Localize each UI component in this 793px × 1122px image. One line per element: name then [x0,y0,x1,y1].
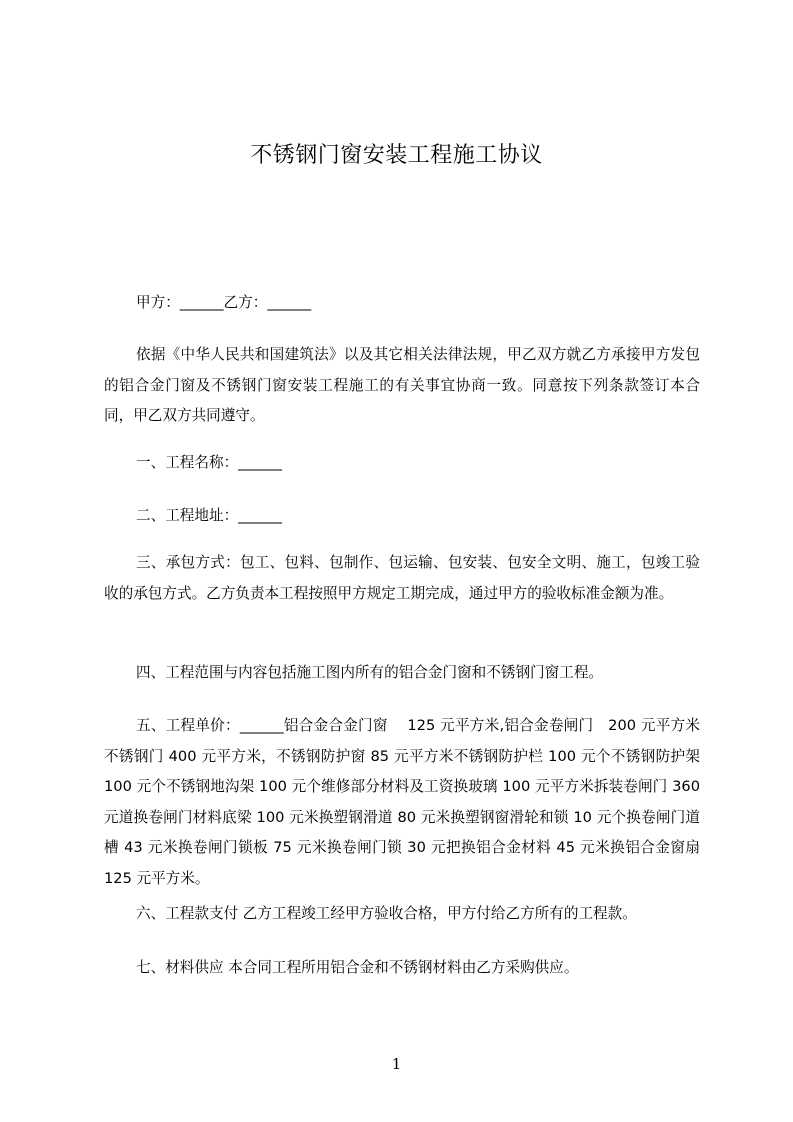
contract-mode-clause: 三、承包方式：包工、包料、包制作、包运输、包安装、包安全文明、施工，包竣工验收的承包方式。乙方负责本工程按照甲方规定工期完成，通过甲方的验收标准金额为准。 [104,554,700,602]
unit-price-clause: 五、工程单价：______铝合金合金门窗 125 元平方米,铝合金卷闸门 200 元平方米不锈钢门 400 元平方米，不锈钢防护窗 85 元平方米不锈钢防护栏 100 元个不锈钢防护架 100 元个不锈钢地沟架 100 元个维修部分材料及工资换玻璃 100 元平方米拆装卷闸门 360 元道换卷闸门材料底梁 100 元米换塑钢滑道 80 元米换塑钢窗滑轮和锁 10 元个换卷闸门道槽 43 元米换卷闸门锁板 75 元米换卷闸门锁 30 元把换铝合金材料 45 元米换铝合金窗扇 125 元平方米。 [104,717,700,887]
document-title: 不锈钢门窗安装工程施工协议 [250,143,543,168]
page-number: 1 [391,1055,402,1073]
project-address-clause: 二、工程地址：______ [136,507,282,524]
basis-paragraph: 依据《中华人民共和国建筑法》以及其它相关法律法规，甲乙双方就乙方承接甲方发包的铝合金门窗及不锈钢门窗安装工程施工的有关事宜协商一致。同意按下列条款签订本合同，甲乙双方共同遵守。 [104,346,700,424]
payment-clause: 六、工程款支付 乙方工程竣工经甲方验收合格，甲方付给乙方所有的工程款。 [136,905,637,922]
parties-line: 甲方：______乙方：______ [136,294,312,311]
scope-clause: 四、工程范围与内容包括施工图内所有的铝合金门窗和不锈钢门窗工程。 [136,664,604,681]
project-name-clause: 一、工程名称：______ [136,454,282,471]
material-supply-clause: 七、材料供应 本合同工程所用铝合金和不锈钢材料由乙方采购供应。 [136,959,579,976]
